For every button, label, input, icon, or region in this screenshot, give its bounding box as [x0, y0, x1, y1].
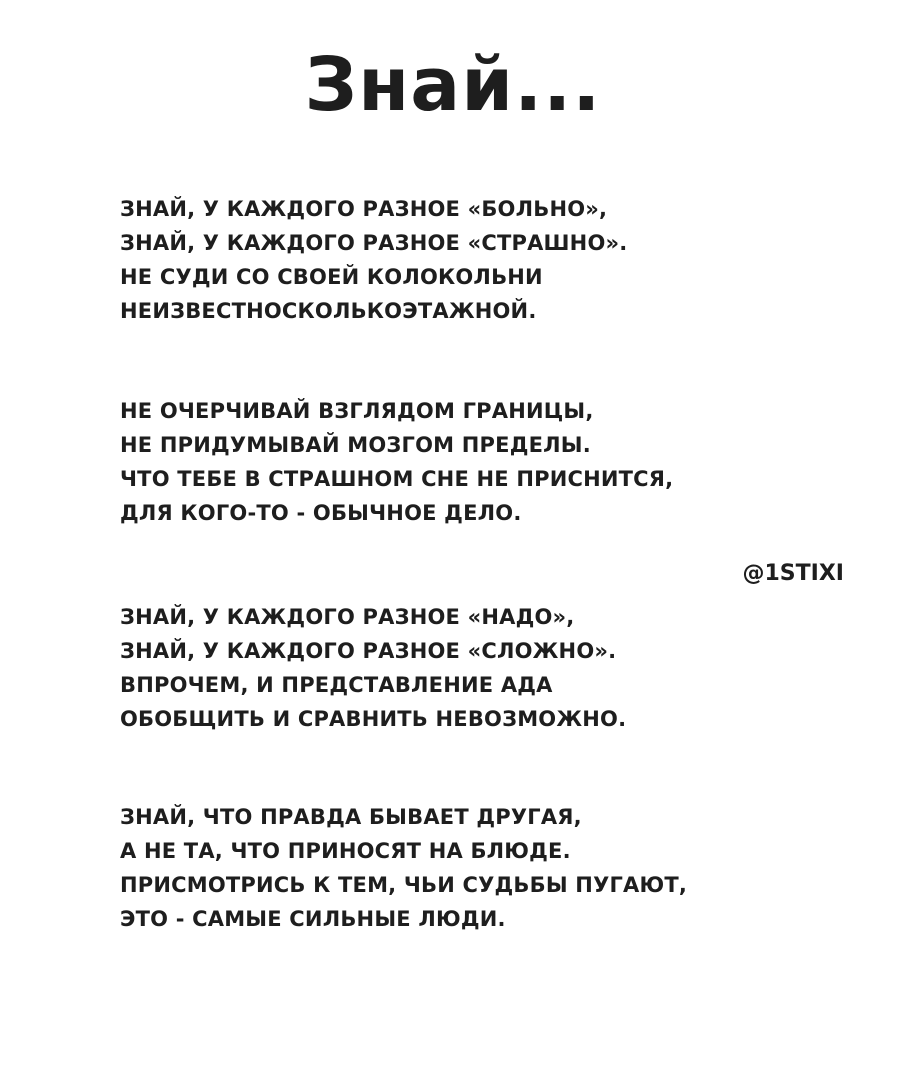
poem-line: ЗНАЙ, ЧТО ПРАВДА БЫВАЕТ ДРУГАЯ,: [120, 805, 582, 829]
stanza-1: [120, 192, 860, 328]
poem-line: ЭТО - САМЫЕ СИЛЬНЫЕ ЛЮДИ.: [120, 907, 506, 931]
poem-line: НЕ ОЧЕРЧИВАЙ ВЗГЛЯДОМ ГРАНИЦЫ,: [120, 399, 594, 423]
poem-title: Знай...: [304, 42, 602, 128]
poem-line: НЕ СУДИ СО СВОЕЙ КОЛОКОЛЬНИ: [120, 265, 543, 289]
stanza-2: [120, 394, 860, 530]
poem-line: ПРИСМОТРИСЬ К ТЕМ, ЧЬИ СУДЬБЫ ПУГАЮТ,: [120, 873, 688, 897]
poem-line: ВПРОЧЕМ, И ПРЕДСТАВЛЕНИЕ АДА: [120, 673, 553, 697]
poem-line: ДЛЯ КОГО-ТО - ОБЫЧНОЕ ДЕЛО.: [120, 501, 522, 525]
stanza-3: [120, 600, 860, 736]
poem-line: НЕИЗВЕСТНОСКОЛЬКОЭТАЖНОЙ.: [120, 299, 537, 323]
stanza-4: [120, 800, 860, 936]
poem-line: ЗНАЙ, У КАЖДОГО РАЗНОЕ «НАДО»,: [120, 605, 575, 629]
poem-line: ЗНАЙ, У КАЖДОГО РАЗНОЕ «СЛОЖНО».: [120, 639, 617, 663]
poem-line: ОБОБЩИТЬ И СРАВНИТЬ НЕВОЗМОЖНО.: [120, 707, 627, 731]
poem-line: НЕ ПРИДУМЫВАЙ МОЗГОМ ПРЕДЕЛЫ.: [120, 433, 591, 457]
poem-line: А НЕ ТА, ЧТО ПРИНОСЯТ НА БЛЮДЕ.: [120, 839, 571, 863]
poem-line: ЗНАЙ, У КАЖДОГО РАЗНОЕ «БОЛЬНО»,: [120, 197, 608, 221]
poem-line: ЧТО ТЕБЕ В СТРАШНОМ СНЕ НЕ ПРИСНИТСЯ,: [120, 467, 674, 491]
author-handle: @1STIXI: [742, 561, 844, 586]
poem-line: ЗНАЙ, У КАЖДОГО РАЗНОЕ «СТРАШНО».: [120, 231, 628, 255]
